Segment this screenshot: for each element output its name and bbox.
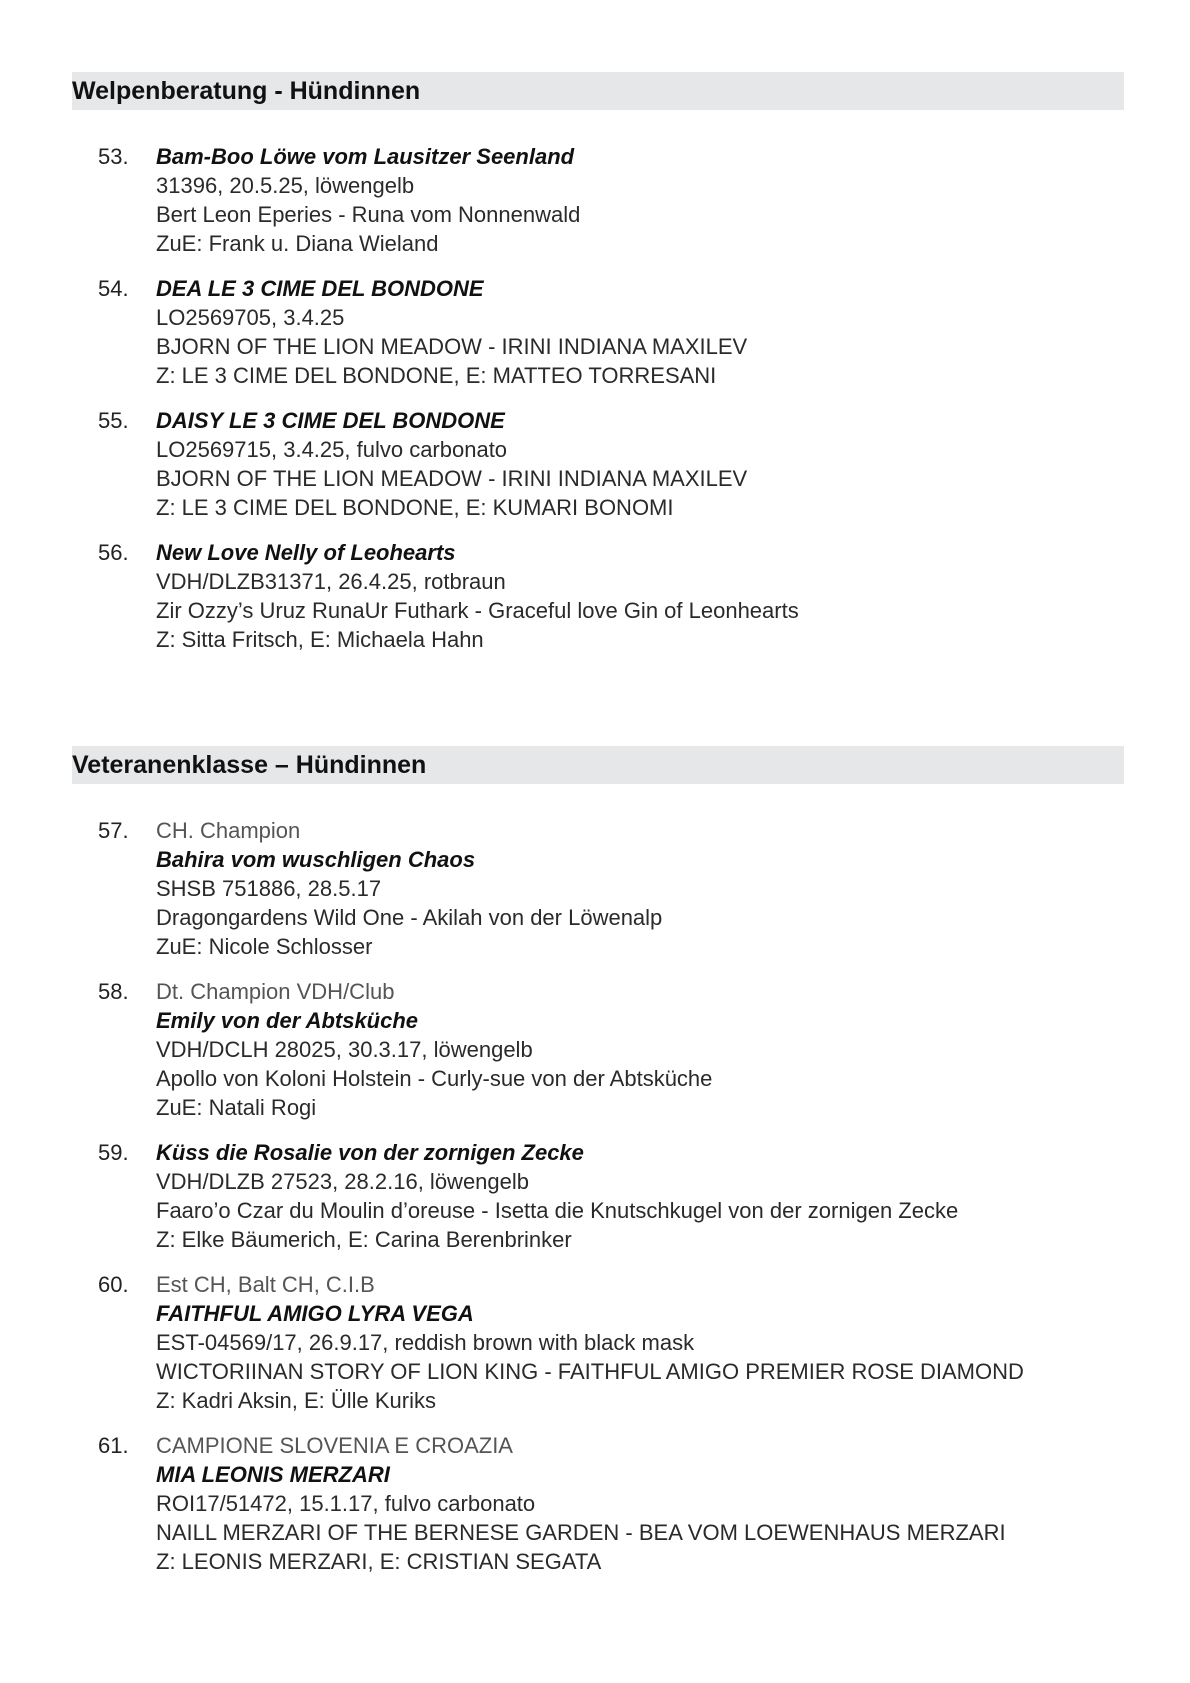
parents: NAILL MERZARI OF THE BERNESE GARDEN - BEA VOM LOEWENHAUS MERZARI [156,1520,1006,1545]
catalog-entry [72,977,1124,1122]
parents: Bert Leon Eperies - Runa vom Nonnenwald [156,202,581,227]
dog-name: FAITHFUL AMIGO LYRA VEGA [156,1301,474,1326]
entry-number: 57. [98,818,129,843]
entry-number: 59. [98,1140,129,1165]
entry-number: 54. [98,276,129,301]
entry-number: 55. [98,408,129,433]
registration-info: SHSB 751886, 28.5.17 [156,876,382,901]
breeder-owner: Z: Elke Bäumerich, E: Carina Berenbrinker [156,1227,572,1252]
dog-name: Bam-Boo Löwe vom Lausitzer Seenland [156,144,575,169]
dog-name: MIA LEONIS MERZARI [156,1462,390,1487]
section-veteranenklasse [72,746,1124,1592]
dog-name: DEA LE 3 CIME DEL BONDONE [156,276,484,301]
section-header: Veteranenklasse – Hündinnen [72,746,1124,784]
entry-number-cell [72,538,156,654]
dog-name: New Love Nelly of Leohearts [156,540,456,565]
entry-body [156,274,747,390]
entry-body [156,1431,1006,1576]
parents: Zir Ozzy’s Uruz RunaUr Futhark - Graceful love Gin of Leonhearts [156,598,799,623]
parents: WICTORIINAN STORY OF LION KING - FAITHFUL AMIGO PREMIER ROSE DIAMOND [156,1359,1024,1384]
entry-number-cell [72,816,156,961]
entry-body [156,142,580,258]
entry-number-cell [72,1431,156,1576]
catalog-entry [72,538,1124,654]
catalog-entry [72,406,1124,522]
entry-body [156,406,747,522]
entry-number: 56. [98,540,129,565]
section-welpenberatung [72,72,1124,670]
entry-number-cell [72,977,156,1122]
registration-info: LO2569715, 3.4.25, fulvo carbonato [156,437,508,462]
registration-info: VDH/DLZB 27523, 28.2.16, löwengelb [156,1169,530,1194]
catalog-entry [72,142,1124,258]
entry-number-cell [72,406,156,522]
champion-title: CH. Champion [156,818,301,843]
entry-list [72,142,1124,654]
breeder-owner: ZuE: Nicole Schlosser [156,934,373,959]
entry-number: 61. [98,1433,129,1458]
parents: Apollo von Koloni Holstein - Curly-sue von der Abtsküche [156,1066,713,1091]
section-header: Welpenberatung - Hündinnen [72,72,1124,110]
entry-body [156,816,662,961]
catalog-entry [72,1270,1124,1415]
champion-title: Est CH, Balt CH, C.I.B [156,1272,375,1297]
breeder-owner: Z: Kadri Aksin, E: Ülle Kuriks [156,1388,436,1413]
catalog-entry [72,1138,1124,1254]
dog-name: DAISY LE 3 CIME DEL BONDONE [156,408,505,433]
parents: BJORN OF THE LION MEADOW - IRINI INDIANA MAXILEV [156,466,748,491]
entry-body [156,538,799,654]
dog-name: Emily von der Abtsküche [156,1008,419,1033]
registration-info: EST-04569/17, 26.9.17, reddish brown with black mask [156,1330,695,1355]
breeder-owner: Z: LE 3 CIME DEL BONDONE, E: MATTEO TORRESANI [156,363,717,388]
entry-number: 60. [98,1272,129,1297]
champion-title: Dt. Champion VDH/Club [156,979,395,1004]
entry-body [156,977,712,1122]
breeder-owner: Z: Sitta Fritsch, E: Michaela Hahn [156,627,484,652]
parents: Faaro’o Czar du Moulin d’oreuse - Isetta die Knutschkugel von der zornigen Zecke [156,1198,959,1223]
entry-body [156,1138,958,1254]
parents: BJORN OF THE LION MEADOW - IRINI INDIANA MAXILEV [156,334,748,359]
champion-title: CAMPIONE SLOVENIA E CROAZIA [156,1433,513,1458]
breeder-owner: Z: LE 3 CIME DEL BONDONE, E: KUMARI BONOMI [156,495,674,520]
entry-number-cell [72,1138,156,1254]
entry-number-cell [72,1270,156,1415]
dog-name: Bahira vom wuschligen Chaos [156,847,476,872]
registration-info: VDH/DCLH 28025, 30.3.17, löwengelb [156,1037,533,1062]
breeder-owner: ZuE: Natali Rogi [156,1095,317,1120]
dog-name: Küss die Rosalie von der zornigen Zecke [156,1140,584,1165]
parents: Dragongardens Wild One - Akilah von der Löwenalp [156,905,663,930]
entry-number: 53. [98,144,129,169]
entry-number-cell [72,274,156,390]
catalog-entry [72,1431,1124,1576]
registration-info: 31396, 20.5.25, löwengelb [156,173,415,198]
catalog-entry [72,816,1124,961]
entry-body [156,1270,1024,1415]
registration-info: LO2569705, 3.4.25 [156,305,345,330]
entry-number-cell [72,142,156,258]
entry-list [72,816,1124,1576]
breeder-owner: Z: LEONIS MERZARI, E: CRISTIAN SEGATA [156,1549,602,1574]
entry-number: 58. [98,979,129,1004]
registration-info: VDH/DLZB31371, 26.4.25, rotbraun [156,569,506,594]
breeder-owner: ZuE: Frank u. Diana Wieland [156,231,439,256]
catalog-entry [72,274,1124,390]
registration-info: ROI17/51472, 15.1.17, fulvo carbonato [156,1491,536,1516]
